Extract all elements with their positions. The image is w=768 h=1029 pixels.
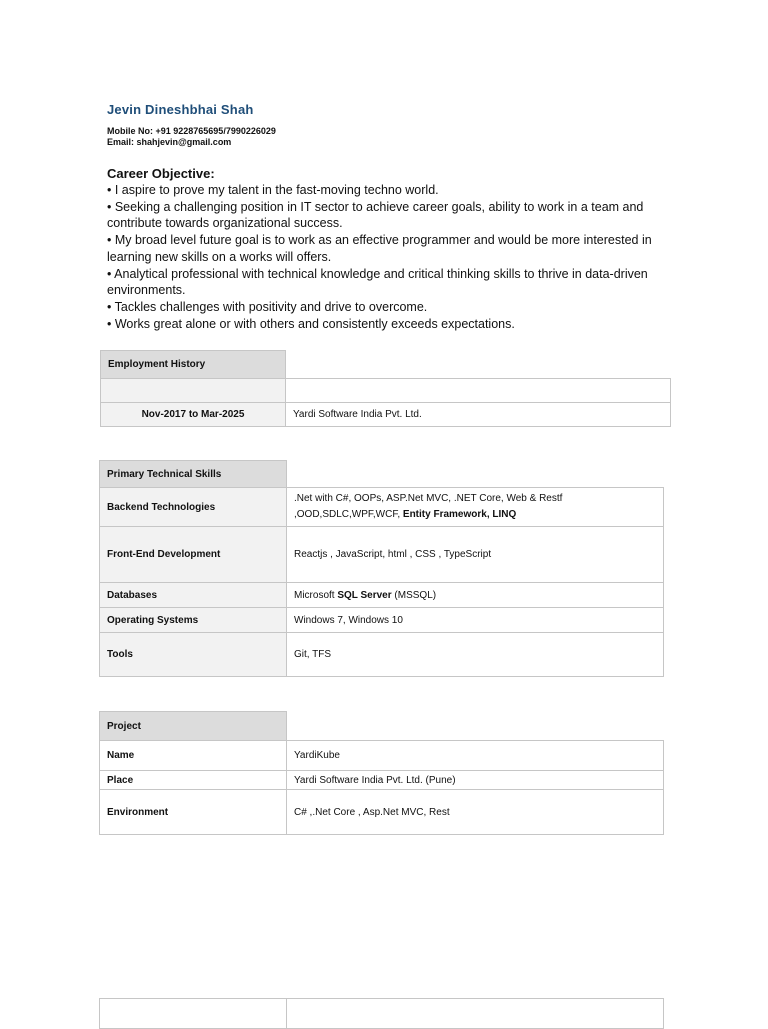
backend-value-text: .Net with C#, OOPs, ASP.Net MVC, .NET Core, Web & Restf ,OOD,SDLC,WPF,WCF, (294, 493, 563, 520)
databases-label: Databases (100, 583, 287, 608)
project-table (99, 711, 664, 835)
project-environment-label: Environment (100, 790, 287, 835)
project-environment-value: C# ,.Net Core , Asp.Net MVC, Rest (287, 790, 664, 835)
os-label: Operating Systems (100, 608, 287, 633)
objective-item: • My broad level future goal is to work as an effective programmer and would be more interested in learning new skills on a works will offers. (107, 233, 652, 264)
project-name-label: Name (100, 741, 287, 771)
technical-skills-heading: Primary Technical Skills (100, 461, 287, 488)
empty-cell (101, 379, 286, 403)
os-value: Windows 7, Windows 10 (287, 608, 664, 633)
empty-cell (287, 461, 664, 488)
tools-label: Tools (100, 633, 287, 677)
candidate-name: Jevin Dineshbhai Shah (107, 102, 254, 117)
backend-value-bold: Entity Framework, LINQ (402, 509, 517, 520)
objective-item: • Tackles challenges with positivity and drive to overcome. (107, 299, 428, 314)
next-page-table-fragment (99, 998, 664, 1029)
employer-name: Yardi Software India Pvt. Ltd. (286, 403, 671, 427)
email-address: Email: shahjevin@gmail.com (107, 137, 232, 147)
frontend-label: Front-End Development (100, 527, 287, 583)
career-objective-heading: Career Objective: (107, 166, 215, 181)
empty-cell (286, 379, 671, 403)
empty-cell (287, 712, 664, 741)
databases-value-bold: SQL Server (337, 589, 392, 601)
employment-history-heading: Employment History (101, 351, 286, 379)
project-place-label: Place (100, 771, 287, 790)
tools-value: Git, TFS (287, 633, 664, 677)
frontend-value: Reactjs , JavaScript, html , CSS , TypeScript (287, 527, 664, 583)
objective-item: • I aspire to prove my talent in the fast-moving techno world. (107, 183, 439, 197)
backend-value (287, 488, 664, 527)
project-heading: Project (100, 712, 287, 741)
project-place-value: Yardi Software India Pvt. Ltd. (Pune) (287, 771, 664, 790)
empty-cell (286, 351, 671, 379)
databases-value-post: (MSSQL) (391, 589, 437, 601)
employment-period: Nov-2017 to Mar-2025 (101, 403, 286, 427)
backend-label: Backend Technologies (100, 488, 287, 527)
mobile-number: Mobile No: +91 9228765695/7990226029 (107, 126, 276, 136)
databases-value-pre: Microsoft (294, 589, 338, 601)
project-name-value: YardiKube (287, 741, 664, 771)
empty-cell (287, 999, 664, 1029)
technical-skills-table (99, 460, 664, 677)
empty-cell (100, 999, 287, 1029)
career-objective-list (107, 182, 667, 332)
databases-value (287, 583, 664, 608)
objective-item: • Analytical professional with technical knowledge and critical thinking skills to thrive in data-driven environments. (107, 266, 648, 298)
employment-history-table (100, 350, 671, 427)
objective-item: • Works great alone or with others and consistently exceeds expectations. (107, 316, 515, 331)
objective-item: • Seeking a challenging position in IT sector to achieve career goals, ability to work in a team and contribute towards organizational success. (107, 199, 644, 231)
